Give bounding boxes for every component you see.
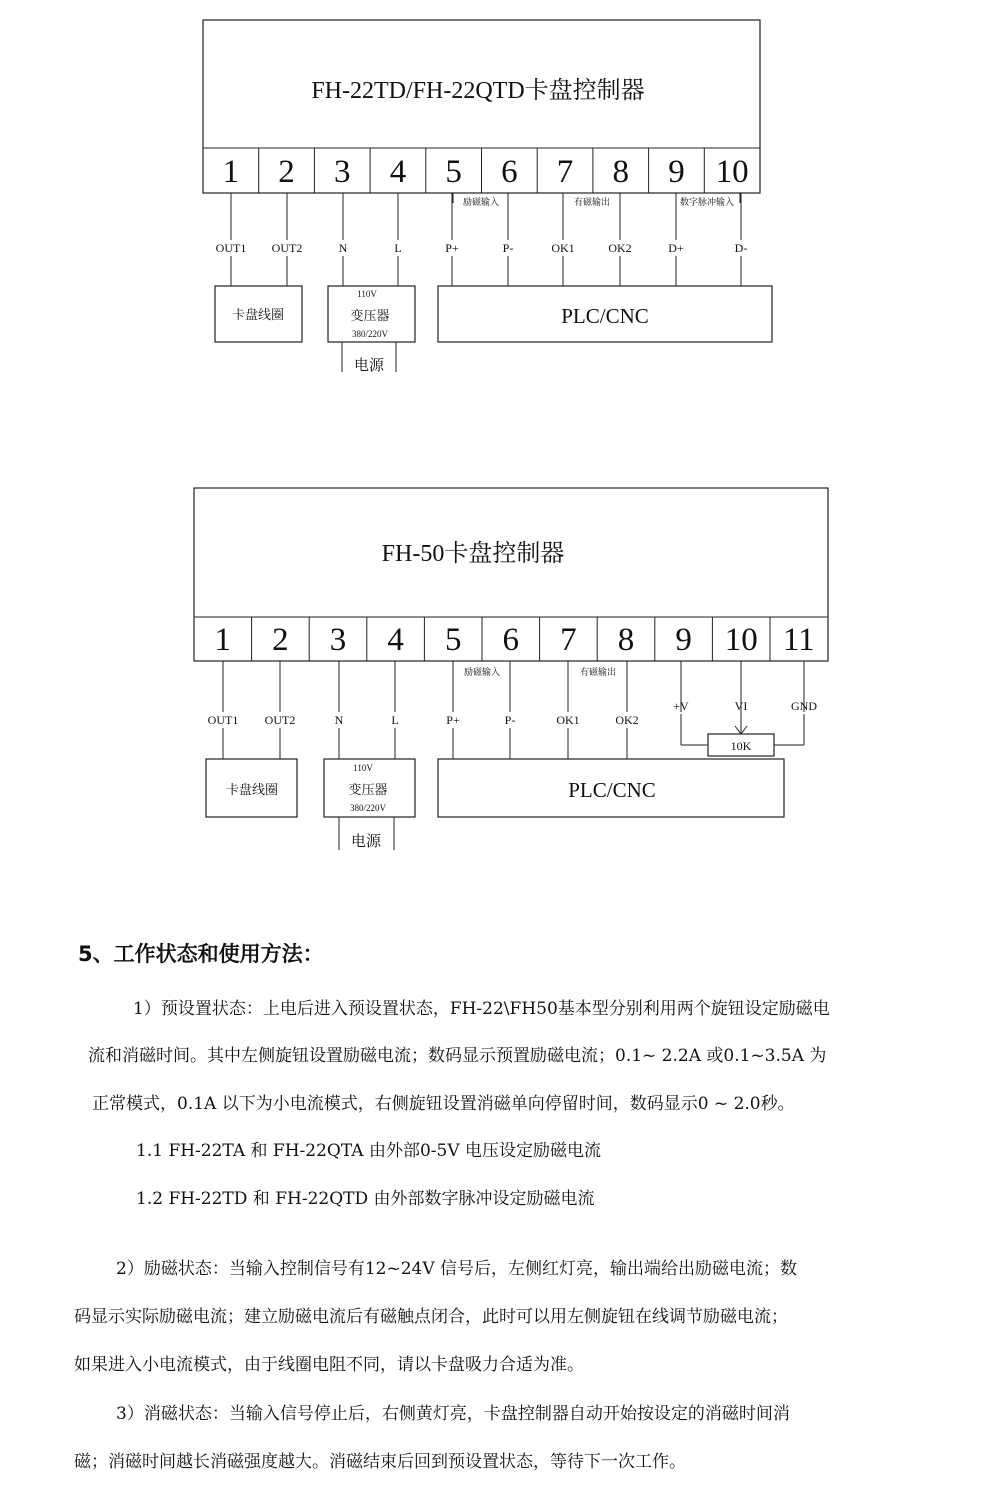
section-heading: 5、工作状态和使用方法： <box>78 942 324 966</box>
group-magnetic-output <box>568 661 627 677</box>
power-label: 电源 <box>353 358 385 374</box>
plc-cnc-label: PLC/CNC <box>568 778 656 802</box>
potentiometer <box>681 712 804 756</box>
signal-label: D+ <box>668 241 684 255</box>
para-line: 码显示实际励磁电流；建立励磁电流后有磁触点闭合，此时可以用左侧旋钮在线调节励磁电流； <box>74 1307 788 1327</box>
terminal-8: 8 <box>612 154 629 190</box>
signal-label: +V <box>673 699 689 713</box>
terminal-2: 2 <box>272 622 289 658</box>
chuck-coil-label: 卡盘线圈 <box>231 307 285 322</box>
terminal-5: 5 <box>445 154 462 190</box>
para-line: 流和消磁时间。其中左侧旋钮设置励磁电流；数码显示预置励磁电流；0.1~ 2.2A 或0.1~3.5A 为 <box>88 1046 827 1066</box>
signal-label: OUT1 <box>207 713 239 727</box>
terminal-6: 6 <box>501 154 518 190</box>
terminal-2: 2 <box>278 154 295 190</box>
para-line: 3）消磁状态：当输入信号停止后，右侧黄灯亮，卡盘控制器自动开始按设定的消磁时间消 <box>116 1404 790 1424</box>
terminal-5: 5 <box>444 622 462 658</box>
chuck-coil-label: 卡盘线圈 <box>225 782 279 797</box>
signal-label: OUT2 <box>264 713 296 727</box>
para-line: 如果进入小电流模式，由于线圈电阻不同，请以卡盘吸力合适为准。 <box>74 1355 584 1375</box>
group-label: 数字脉冲输入 <box>679 197 735 207</box>
signal-label: N <box>338 241 348 255</box>
controller-title: FH-22TD/FH-22QTD卡盘控制器 <box>311 78 645 104</box>
terminal-6: 6 <box>502 622 520 658</box>
signal-label: P- <box>502 241 514 255</box>
terminal-9: 9 <box>675 622 692 658</box>
terminal-7: 7 <box>560 622 577 658</box>
transformer-bottom: 380/220V <box>352 329 388 339</box>
signal-label: OK1 <box>551 241 575 255</box>
transformer-label: 变压器 <box>348 782 388 797</box>
signal-label: OK2 <box>615 713 639 727</box>
signal-label: OK2 <box>608 241 632 255</box>
transformer-label: 变压器 <box>350 308 390 323</box>
terminal-8: 8 <box>617 622 635 658</box>
group-label: 励磁输入 <box>462 197 500 207</box>
terminal-4: 4 <box>389 154 407 190</box>
controller-title: FH-50卡盘控制器 <box>381 541 565 567</box>
group-magnetic-output <box>563 193 620 207</box>
signal-label: OUT2 <box>271 241 303 255</box>
wiring-diagram-fh22 <box>0 0 1000 390</box>
plc-cnc-label: PLC/CNC <box>561 304 649 328</box>
para-line: 正常模式，0.1A 以下为小电流模式，右侧旋钮设置消磁单向停留时间，数码显示0 ~ 2.0秒。 <box>92 1094 795 1114</box>
terminal-1: 1 <box>222 154 240 190</box>
group-label: 有磁输出 <box>579 667 617 677</box>
signal-label: P- <box>504 713 516 727</box>
terminal-7: 7 <box>556 154 574 190</box>
signal-label: GND <box>791 699 817 713</box>
transformer-bottom: 380/220V <box>350 803 386 813</box>
signal-label: OK1 <box>556 713 580 727</box>
terminal-10: 10 <box>715 154 749 190</box>
transformer-top: 110V <box>357 289 377 299</box>
terminal-9: 9 <box>668 154 685 190</box>
signal-label: P+ <box>445 241 459 255</box>
terminal-1: 1 <box>214 622 232 658</box>
signal-label: VI <box>734 699 748 713</box>
signal-label: P+ <box>446 713 460 727</box>
signal-label: D- <box>734 241 748 255</box>
signal-label: L <box>391 713 399 727</box>
signal-label: OUT1 <box>215 241 247 255</box>
transformer-top: 110V <box>353 763 373 773</box>
terminal-10: 10 <box>724 622 758 658</box>
terminal-3: 3 <box>329 622 347 658</box>
para-line: 1.1 FH-22TA 和 FH-22QTA 由外部0-5V 电压设定励磁电流 <box>136 1141 602 1161</box>
signal-label: N <box>334 713 344 727</box>
group-digital-pulse-input <box>676 193 740 207</box>
terminal-3: 3 <box>334 154 351 190</box>
wiring-diagram-fh50 <box>0 480 1000 860</box>
group-excitation-input <box>453 193 508 207</box>
terminal-4: 4 <box>387 622 404 658</box>
potentiometer-label: 10K <box>730 739 752 753</box>
group-excitation-input <box>453 661 510 677</box>
power-label: 电源 <box>350 834 382 850</box>
para-line: 1）预设置状态：上电后进入预设置状态，FH-22\FH50基本型分别利用两个旋钮设定励磁电 <box>133 999 830 1019</box>
terminal-11: 11 <box>782 622 815 658</box>
para-line: 2）励磁状态：当输入控制信号有12~24V 信号后，左侧红灯亮，输出端给出励磁电流；数 <box>116 1259 798 1279</box>
para-line: 磁；消磁时间越长消磁强度越大。消磁结束后回到预设置状态，等待下一次工作。 <box>74 1452 686 1472</box>
para-line: 1.2 FH-22TD 和 FH-22QTD 由外部数字脉冲设定励磁电流 <box>136 1189 595 1209</box>
signal-label: L <box>394 241 402 255</box>
group-label: 有磁输出 <box>573 197 611 207</box>
group-label: 励磁输入 <box>463 667 501 677</box>
